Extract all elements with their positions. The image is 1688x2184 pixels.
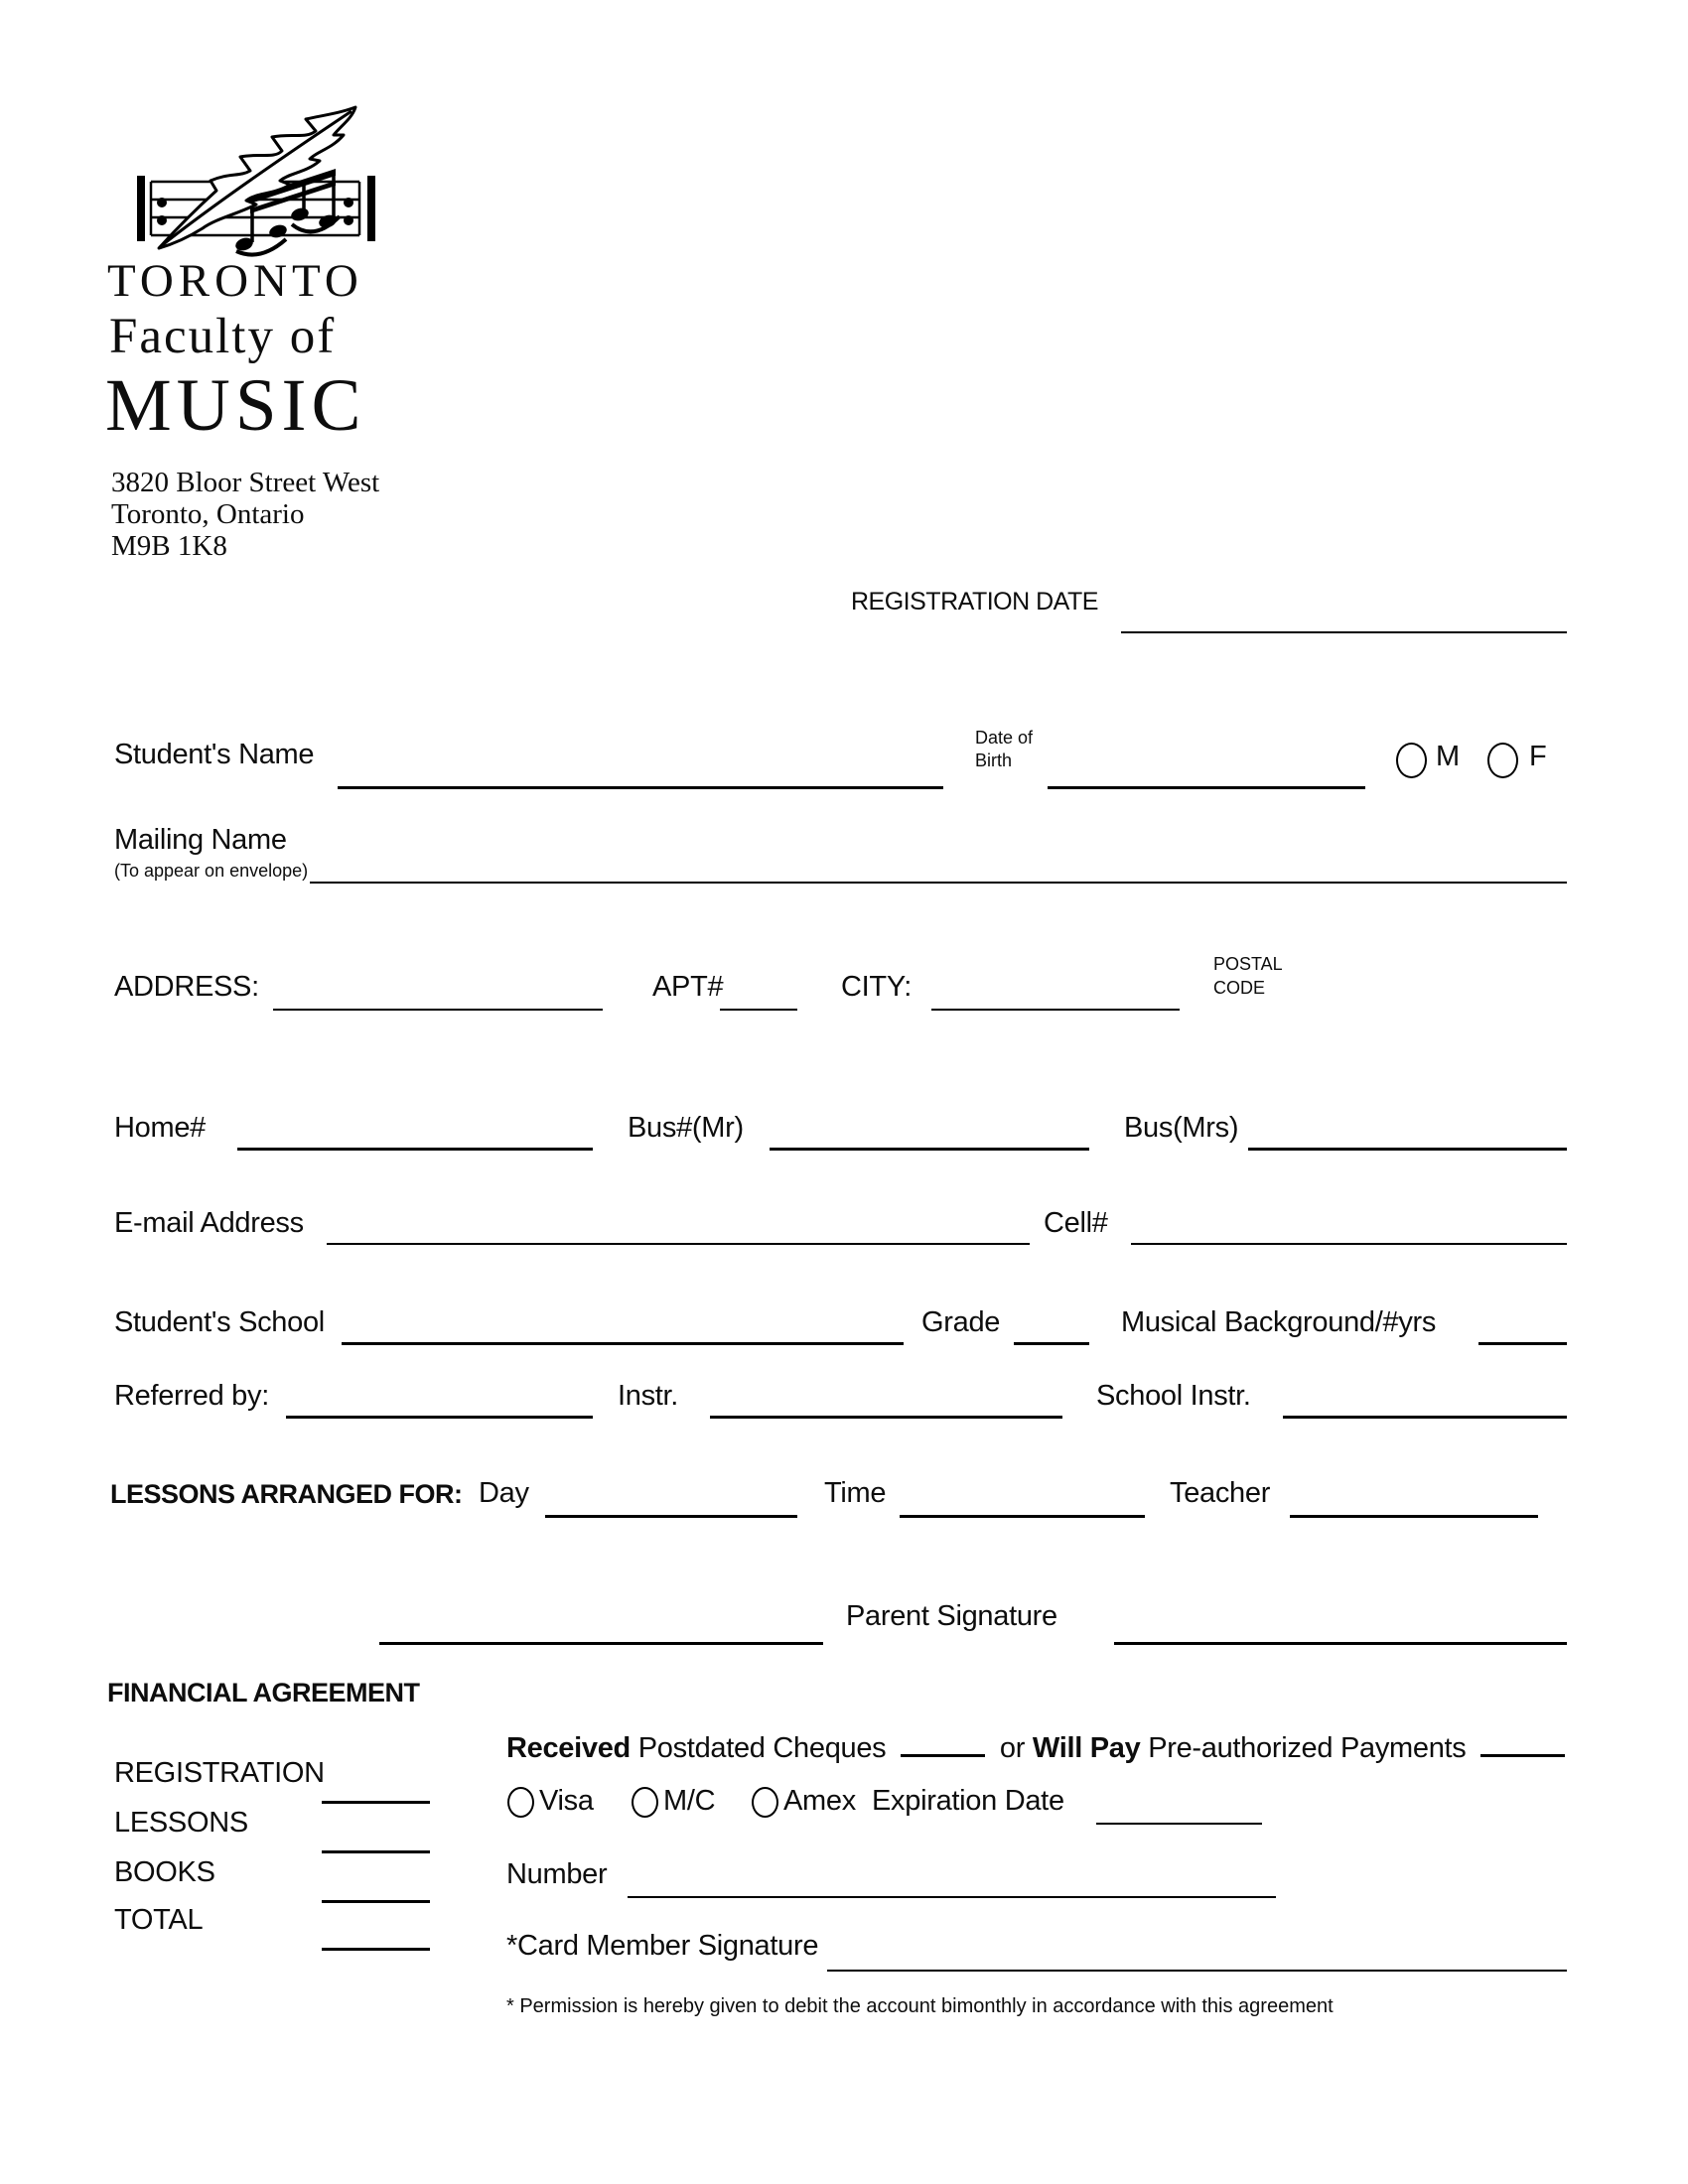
org-name-line3: MUSIC <box>105 364 366 447</box>
financial-agreement-heading: FINANCIAL AGREEMENT <box>107 1678 420 1707</box>
date-of-birth-label-line2: Birth <box>975 751 1013 770</box>
card-member-signature-input-line[interactable] <box>827 1970 1567 1972</box>
day-label: Day <box>479 1477 529 1509</box>
expiration-date-input-line[interactable] <box>1096 1823 1262 1825</box>
cell-label: Cell# <box>1044 1207 1108 1239</box>
teacher-label: Teacher <box>1170 1477 1271 1509</box>
amex-radio[interactable] <box>752 1787 778 1818</box>
registration-fee-input-line[interactable] <box>322 1801 430 1804</box>
postal-code-label-line1: POSTAL <box>1213 954 1283 974</box>
grade-input-line[interactable] <box>1014 1342 1089 1345</box>
city-label: CITY: <box>841 971 913 1003</box>
org-address-line1: 3820 Bloor Street West <box>111 467 380 498</box>
parent-signature-right-line[interactable] <box>1114 1642 1567 1645</box>
musical-background-label: Musical Background/#yrs <box>1121 1306 1437 1338</box>
postdated-cheques-label: Postdated Cheques <box>637 1732 887 1764</box>
lessons-fee-label: LESSONS <box>114 1807 248 1839</box>
lessons-arranged-label: LESSONS ARRANGED FOR: <box>110 1479 463 1509</box>
org-address-line3: M9B 1K8 <box>111 530 227 562</box>
home-phone-input-line[interactable] <box>237 1148 593 1151</box>
bus-mr-input-line[interactable] <box>770 1148 1089 1151</box>
musical-background-input-line[interactable] <box>1478 1342 1567 1345</box>
instr-label: Instr. <box>618 1380 679 1412</box>
bus-mrs-label: Bus(Mrs) <box>1124 1112 1239 1144</box>
card-number-label: Number <box>506 1858 608 1890</box>
books-fee-input-line[interactable] <box>322 1900 430 1903</box>
instr-input-line[interactable] <box>710 1416 1062 1419</box>
referred-by-label: Referred by: <box>114 1380 269 1412</box>
mailing-name-input-line[interactable] <box>310 882 1567 884</box>
school-instr-input-line[interactable] <box>1283 1416 1567 1419</box>
or-label: or <box>999 1732 1026 1764</box>
school-instr-label: School Instr. <box>1096 1380 1251 1412</box>
bus-mr-label: Bus#(Mr) <box>628 1112 744 1144</box>
day-input-line[interactable] <box>545 1515 797 1518</box>
lessons-fee-input-line[interactable] <box>322 1850 430 1853</box>
mc-radio[interactable] <box>632 1787 658 1818</box>
gender-female-label: F <box>1529 741 1547 772</box>
mailing-name-label: Mailing Name <box>114 824 287 856</box>
postal-code-label-line2: CODE <box>1213 978 1266 998</box>
org-address-line2: Toronto, Ontario <box>111 498 305 530</box>
date-of-birth-input-line[interactable] <box>1048 786 1365 789</box>
visa-radio[interactable] <box>507 1787 534 1818</box>
expiration-date-label: Expiration Date <box>872 1785 1064 1817</box>
students-school-input-line[interactable] <box>342 1342 904 1345</box>
permission-note: * Permission is hereby given to debit the account bimonthly in accordance with this agreement <box>506 1995 1334 2017</box>
home-phone-label: Home# <box>114 1112 206 1144</box>
total-fee-label: TOTAL <box>114 1904 204 1936</box>
parent-signature-left-line[interactable] <box>379 1642 823 1645</box>
email-input-line[interactable] <box>327 1243 1030 1245</box>
apt-input-line[interactable] <box>720 1009 797 1011</box>
books-fee-label: BOOKS <box>114 1856 215 1888</box>
students-name-input-line[interactable] <box>338 786 943 789</box>
registration-fee-label: REGISTRATION <box>114 1757 325 1789</box>
card-number-input-line[interactable] <box>628 1896 1276 1898</box>
time-input-line[interactable] <box>900 1515 1145 1518</box>
grade-label: Grade <box>921 1306 1001 1338</box>
preauthorized-payments-label: Pre-authorized Payments <box>1148 1732 1467 1764</box>
address-input-line[interactable] <box>273 1009 603 1011</box>
date-of-birth-label-line1: Date of <box>975 728 1034 748</box>
referred-by-input-line[interactable] <box>286 1416 593 1419</box>
received-label: Received <box>506 1732 631 1764</box>
gender-female-radio[interactable] <box>1487 743 1518 778</box>
gender-male-radio[interactable] <box>1396 743 1427 778</box>
total-fee-input-line[interactable] <box>322 1948 430 1951</box>
music-staff-quill-logo-icon <box>129 91 397 260</box>
time-label: Time <box>824 1477 887 1509</box>
city-input-line[interactable] <box>931 1009 1180 1011</box>
parent-signature-label: Parent Signature <box>846 1600 1057 1632</box>
students-name-label: Student's Name <box>114 739 315 770</box>
students-school-label: Student's School <box>114 1306 325 1338</box>
preauthorized-payments-input-line[interactable] <box>1480 1725 1565 1757</box>
org-name-line2: Faculty of <box>109 309 337 364</box>
teacher-input-line[interactable] <box>1290 1515 1538 1518</box>
mailing-name-note: (To appear on envelope) <box>114 861 309 881</box>
registration-date-input-line[interactable] <box>1121 631 1567 633</box>
payment-method-row <box>506 1725 1572 1765</box>
visa-label: Visa <box>539 1785 594 1817</box>
org-name-line1: TORONTO <box>107 255 363 307</box>
postdated-cheques-input-line[interactable] <box>901 1725 985 1757</box>
card-member-signature-label: *Card Member Signature <box>506 1930 819 1962</box>
will-pay-label: Will Pay <box>1032 1732 1141 1764</box>
gender-male-label: M <box>1436 741 1460 772</box>
address-label: ADDRESS: <box>114 971 259 1003</box>
registration-date-label: REGISTRATION DATE <box>851 588 1098 615</box>
bus-mrs-input-line[interactable] <box>1248 1148 1567 1151</box>
cell-input-line[interactable] <box>1131 1243 1567 1245</box>
amex-label: Amex <box>783 1785 856 1817</box>
apt-label: APT# <box>652 971 724 1003</box>
email-label: E-mail Address <box>114 1207 304 1239</box>
mc-label: M/C <box>663 1785 716 1817</box>
